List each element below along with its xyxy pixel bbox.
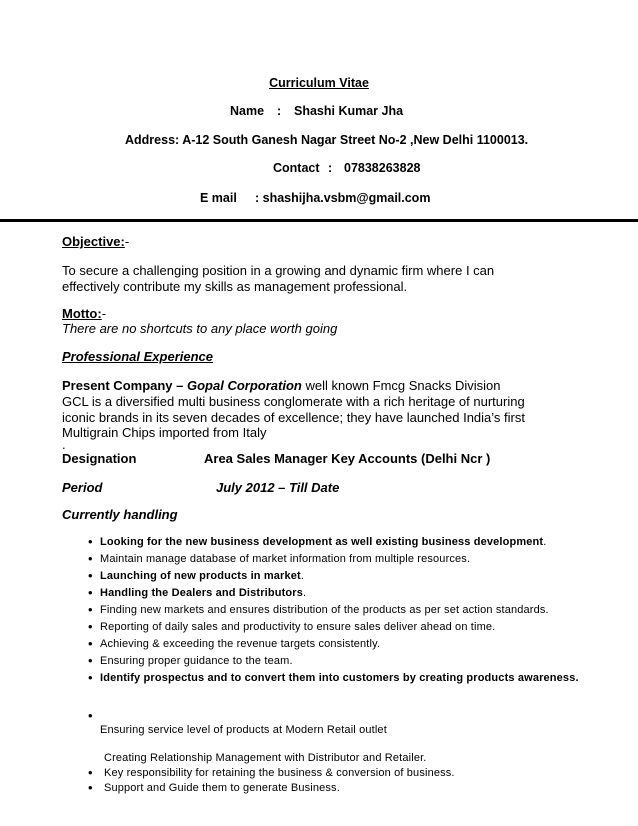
designation-label: Designation bbox=[62, 451, 137, 466]
objective-dash: - bbox=[124, 234, 130, 249]
duty-item bbox=[72, 603, 592, 617]
motto-heading-line bbox=[62, 306, 106, 322]
key-resp-bullet: • bbox=[88, 765, 93, 780]
experience-heading: Professional Experience bbox=[62, 349, 214, 364]
objective-heading-line bbox=[62, 234, 129, 250]
key-resp-text: Key responsibility for retaining the business & conversion of business. bbox=[104, 767, 455, 779]
company-desc-2: iconic brands in its seven decades of excellence; they have launched India’s first bbox=[62, 410, 525, 425]
contact-separator: : bbox=[328, 161, 333, 175]
motto-heading: Motto: bbox=[62, 306, 102, 321]
duty-item bbox=[72, 586, 592, 600]
duty-text: Maintain manage database of market information from multiple resources. bbox=[100, 553, 471, 565]
duty-item bbox=[72, 654, 592, 668]
duty-item bbox=[72, 535, 592, 549]
empty-bullet: • bbox=[88, 708, 93, 723]
email-label: E mail bbox=[200, 191, 237, 205]
duty-text: Identify prospectus and to convert them into customers by creating products awareness. bbox=[100, 672, 579, 684]
company-desc-3: Multigrain Chips imported from Italy bbox=[62, 425, 267, 440]
present-company-line bbox=[62, 378, 501, 394]
duty-text: Launching of new products in market bbox=[100, 570, 301, 582]
duty-tail: . bbox=[302, 587, 307, 599]
company-tail: well known Fmcg Snacks Division bbox=[301, 378, 501, 393]
duty-text: Achieving & exceeding the revenue targets consistently. bbox=[100, 638, 381, 650]
objective-line-1: To secure a challenging position in a growing and dynamic firm where I can bbox=[62, 263, 495, 278]
address: Address: A-12 South Ganesh Nagar Street No-2 ,New Delhi 1100013. bbox=[125, 133, 529, 147]
candidate-name: Shashi Kumar Jha bbox=[294, 104, 404, 118]
duty-tail: . bbox=[543, 536, 547, 548]
company-name: Gopal Corporation bbox=[187, 378, 302, 393]
period-value: July 2012 – Till Date bbox=[216, 480, 340, 495]
duty-item bbox=[72, 569, 592, 583]
currently-handling-heading: Currently handling bbox=[62, 507, 178, 522]
duty-text: Reporting of daily sales and productivity to ensure sales deliver ahead on time. bbox=[100, 621, 496, 633]
support-bullet: • bbox=[88, 780, 93, 795]
header-divider bbox=[0, 219, 638, 222]
duties-list bbox=[72, 535, 592, 688]
duty-text: Looking for the new business development as well existing business development bbox=[100, 536, 544, 548]
retail-text: Ensuring service level of products at Modern Retail outlet bbox=[100, 724, 387, 736]
duty-tail: . bbox=[300, 570, 305, 582]
objective-line-2: effectively contribute my skills as management professional. bbox=[62, 279, 408, 294]
relationship-text: Creating Relationship Management with Distributor and Retailer. bbox=[104, 752, 427, 764]
motto-text: There are no shortcuts to any place worth going bbox=[62, 321, 338, 336]
contact-label: Contact bbox=[273, 161, 320, 175]
duty-item bbox=[72, 552, 592, 566]
duty-item bbox=[72, 637, 592, 651]
motto-dash: - bbox=[101, 306, 107, 321]
support-text: Support and Guide them to generate Business. bbox=[104, 782, 340, 794]
company-desc-1: GCL is a diversified multi business conglomerate with a rich heritage of nurturing bbox=[62, 394, 525, 409]
duty-text: Ensuring proper guidance to the team. bbox=[100, 655, 293, 667]
duty-item bbox=[72, 620, 592, 634]
name-separator: : bbox=[277, 104, 282, 118]
document-title: Curriculum Vitae bbox=[269, 76, 369, 90]
email-address: : shashijha.vsbm@gmail.com bbox=[255, 191, 431, 205]
contact-number: 07838263828 bbox=[344, 161, 421, 175]
name-label: Name bbox=[230, 104, 265, 118]
company-desc-4: . bbox=[62, 437, 66, 452]
designation-value: Area Sales Manager Key Accounts (Delhi Ncr ) bbox=[204, 451, 491, 466]
present-company-label: Present Company – bbox=[62, 378, 187, 393]
objective-heading: Objective: bbox=[62, 234, 125, 249]
duty-text: Finding new markets and ensures distribution of the products as per set action standards. bbox=[100, 604, 549, 616]
period-label: Period bbox=[62, 480, 103, 495]
duty-item bbox=[72, 671, 592, 685]
duty-text: Handling the Dealers and Distributors bbox=[100, 587, 303, 599]
